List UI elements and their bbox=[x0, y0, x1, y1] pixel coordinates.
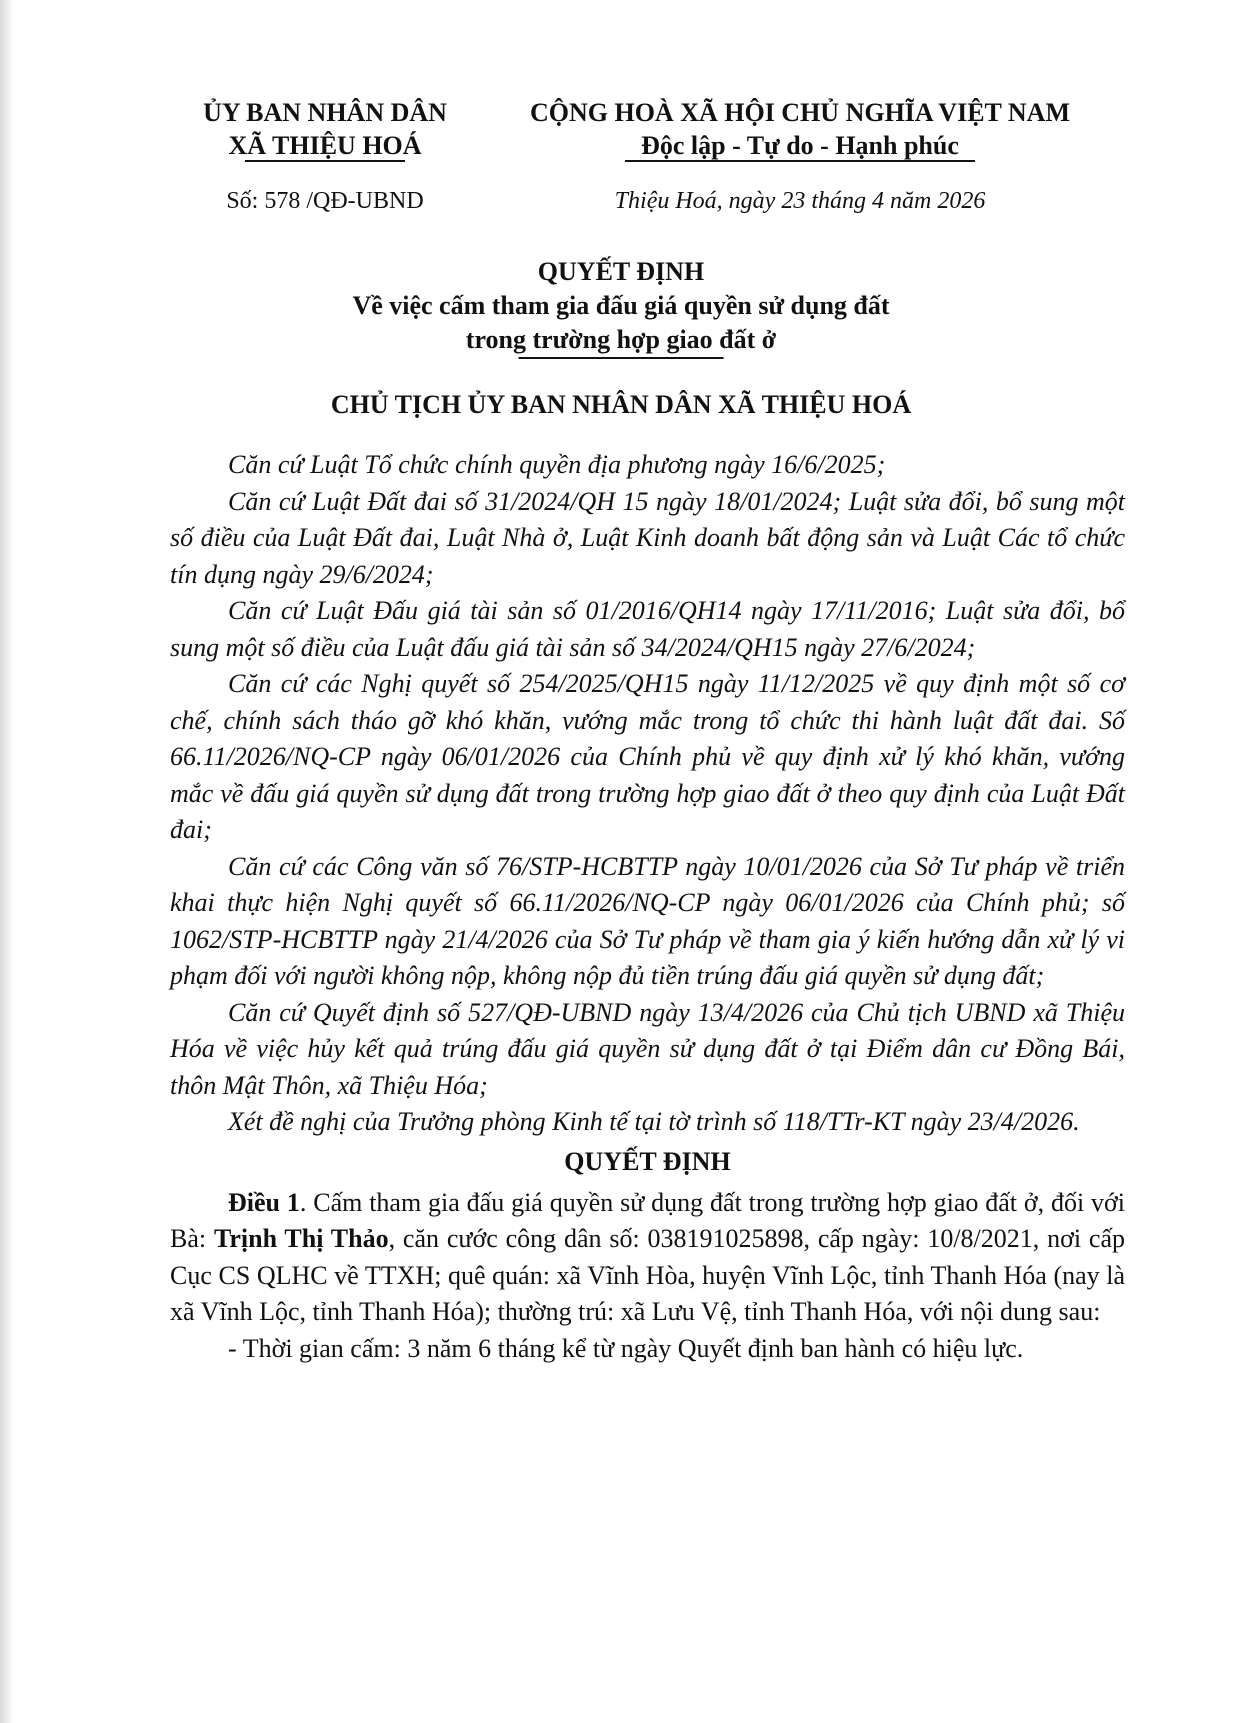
article-1-text-a: . Cấm tham gia đấu giá quyền sử dụng đất trong trường hợp giao đất ở, đối với Bà: bbox=[170, 1187, 1126, 1253]
issuing-authority bbox=[175, 96, 475, 162]
title-line3-wrap bbox=[466, 323, 776, 357]
signing-authority: CHỦ TỊCH ỦY BAN NHÂN DÂN XÃ THIỆU HOÁ bbox=[330, 390, 912, 419]
article-1 bbox=[170, 1185, 1125, 1368]
title-line2: Về việc cấm tham gia đấu giá quyền sử dụng đất bbox=[352, 291, 890, 320]
title-line1: QUYẾT ĐỊNH bbox=[537, 257, 705, 286]
place-date: Thiệu Hoá, ngày 23 tháng 4 năm 2026 bbox=[614, 188, 986, 214]
national-motto bbox=[500, 96, 1100, 162]
basis-item: Xét đề nghị của Trưởng phòng Kinh tế tại tờ trình số 118/TTr-KT ngày 23/4/2026. bbox=[228, 1107, 1080, 1136]
decision-heading: QUYẾT ĐỊNH bbox=[564, 1146, 731, 1176]
basis-item: Căn cứ các Nghị quyết số 254/2025/QH15 ngày 11/12/2025 về quy định một số cơ chế, chính sách tháo gỡ khó khăn, vướng mắc trong tổ chức thi hành luật đất đai. Số 66.11/2026/NQ-CP ngày 06/01/2026 của Chính phủ về quy định xử lý khó khăn, vướng mắc về đấu giá quyền sử dụng đất trong trường hợp giao đất ở theo quy định của Luật Đất đai; bbox=[170, 669, 1125, 844]
motto-underline bbox=[625, 160, 975, 162]
basis-item: Căn cứ Luật Đất đai số 31/2024/QH 15 ngày 18/01/2024; Luật sửa đổi, bổ sung một số điều của Luật Đất đai, Luật Nhà ở, Luật Kinh doanh bất động sản và Luật Các tổ chức tín dụng ngày 29/6/2024; bbox=[170, 486, 1125, 589]
issuing-authority-line1: ỦY BAN NHÂN DÂN bbox=[203, 98, 447, 127]
ban-duration: - Thời gian cấm: 3 năm 6 tháng kể từ ngày Quyết định ban hành có hiệu lực. bbox=[228, 1333, 1024, 1363]
article-1-paragraph bbox=[170, 1185, 1125, 1331]
person-name: Trịnh Thị Thảo bbox=[213, 1224, 389, 1253]
document-number: Số: 578 /QĐ-UBND bbox=[226, 188, 424, 214]
article-1-label: Điều 1 bbox=[228, 1187, 300, 1217]
basis-item: Căn cứ Luật Tổ chức chính quyền địa phương ngày 16/6/2025; bbox=[228, 450, 886, 479]
document-meta bbox=[0, 188, 1242, 222]
basis-item: Căn cứ các Công văn số 76/STP-HCBTTP ngày 10/01/2026 của Sở Tư pháp về triển khai thực hiện Nghị quyết số 66.11/2026/NQ-CP ngày 06/01/2026 của Chính phủ; số 1062/STP-HCBTTP ngày 21/4/2026 của Sở Tư pháp về tham gia ý kiến hướng dẫn xử lý vi phạm đối với người không nộp, không nộp đủ tiền trúng đấu giá quyền sử dụng đất; bbox=[170, 851, 1125, 990]
title-underline bbox=[519, 357, 724, 359]
title-line3: trong trường hợp giao đất ở bbox=[465, 325, 777, 354]
national-title: CỘNG HOÀ XÃ HỘI CHỦ NGHĨA VIỆT NAM bbox=[529, 98, 1071, 127]
article-1-text-b: , căn cước công dân số: 038191025898, cấp ngày: 10/8/2021, nơi cấp Cục CS QLHC về TTXH; quê quán: xã Vĩnh Hòa, huyện Vĩnh Lộc, tỉnh Thanh Hóa (nay là xã Vĩnh Lộc, tỉnh Thanh Hóa); thường trú: xã Lưu Vệ, tỉnh Thanh Hóa, với nội dung sau: bbox=[170, 1224, 1125, 1326]
legal-basis bbox=[170, 447, 1125, 1141]
issuing-authority-name: XÃ THIỆU HOÁ bbox=[228, 131, 422, 160]
basis-item: Căn cứ Quyết định số 527/QĐ-UBND ngày 13/4/2026 của Chủ tịch UBND xã Thiệu Hóa về việc hủy kết quả trúng đấu giá quyền sử dụng đất ở tại Điểm dân cư Đồng Bái, thôn Mật Thôn, xã Thiệu Hóa; bbox=[170, 997, 1125, 1100]
motto-line bbox=[641, 129, 959, 162]
authority-underline bbox=[245, 160, 405, 162]
basis-item: Căn cứ Luật Đấu giá tài sản số 01/2016/QH14 ngày 17/11/2016; Luật sửa đổi, bổ sung một số điều của Luật đấu giá tài sản số 34/2024/QH15 ngày 27/6/2024; bbox=[170, 596, 1125, 662]
motto-text: Độc lập - Tự do - Hạnh phúc bbox=[641, 131, 959, 160]
document-title bbox=[0, 255, 1242, 357]
document-body bbox=[170, 447, 1125, 1367]
issuing-authority-line2 bbox=[228, 129, 421, 162]
